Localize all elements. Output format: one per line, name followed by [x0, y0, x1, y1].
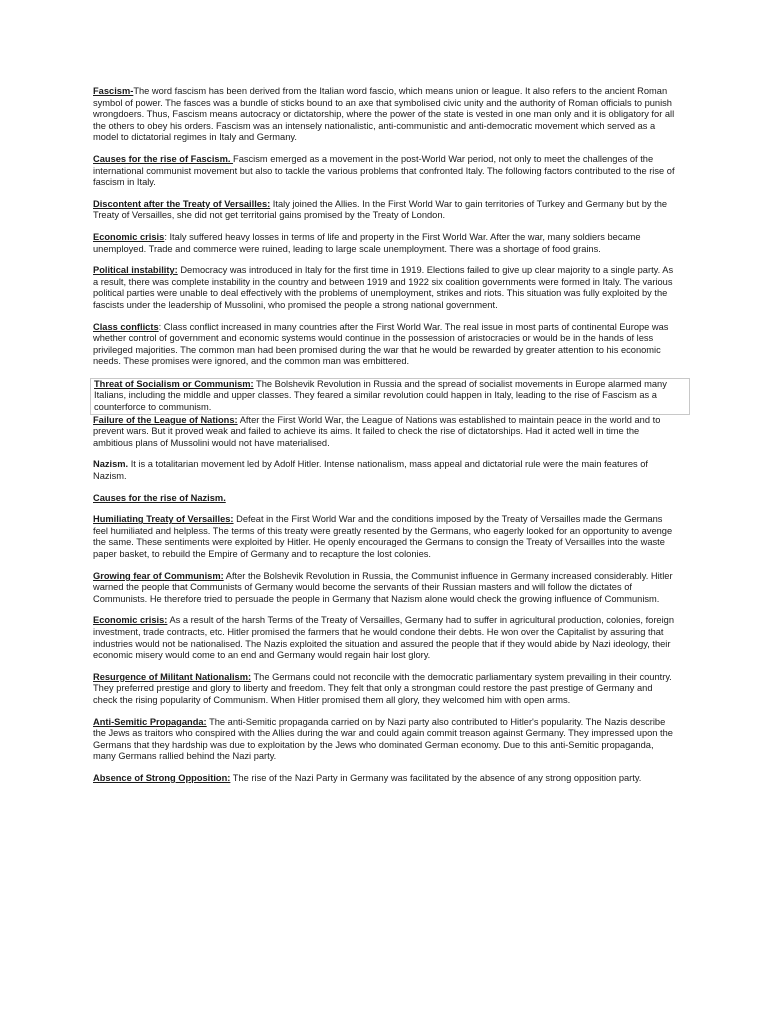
heading-class-conflicts: Class conflicts [93, 321, 159, 332]
heading-nazism: Nazism. [93, 459, 129, 470]
heading-fear-communism: Growing fear of Communism: [93, 570, 224, 581]
text-humiliating-treaty: Defeat in the First World War and the conditions imposed by the Treaty of Versailles made the Germans feel humiliated and helpless. The terms of this treaty were greatly resented by the Germans, who eagerly looked for an opportunity to avenge the same. These sentiments were exploited by Hitler. He openly encouraged the Germans to consign the Treaty of Versailles into the waste paper basket, to rebuild the Empire of Germany and to recapture the lost colonies. [93, 514, 673, 559]
paragraph-threat-socialism [90, 378, 690, 415]
paragraph-nazism [93, 459, 676, 482]
paragraph-causes-nazism [93, 493, 676, 505]
text-militant-nationalism: The Germans could not reconcile with the democratic parliamentary system prevailing in their country. They preferred prestige and glory to liberty and freedom. They felt that only a strongman could restore the past prestige of Germany and check the rising popularity of Communism. When Hitler promised them all glory, they welcomed him with open arms. [93, 671, 672, 705]
paragraph-causes-fascism [93, 154, 676, 189]
paragraph-fear-communism [93, 571, 676, 606]
heading-militant-nationalism: Resurgence of Militant Nationalism: [93, 671, 252, 682]
heading-humiliating-treaty: Humiliating Treaty of Versailles: [93, 514, 234, 525]
heading-league-failure: Failure of the League of Nations: [93, 414, 238, 425]
text-causes-fascism: Fascism emerged as a movement in the post-World War period, not only to meet the challenges of the international communist movement but also to tackle the various problems that confronted Italy. The following factors contributed to the rise of fascism in Italy. [93, 153, 675, 188]
paragraph-political-instability [93, 265, 676, 311]
heading-causes-fascism: Causes for the rise of Fascism. [93, 153, 234, 164]
text-class-conflicts: : Class conflict increased in many countries after the First World War. The real issue in most parts of continental Europe was whether control of government and economic systems would continue in the possession of aristocracies or would be in the hands of less privileged majorities. The common man had been promised during the war that he would be rewarded by greater attention to his economic needs. These promises were ignored, and the common man was embittered. [93, 321, 669, 367]
text-economic-crisis-germany: As a result of the harsh Terms of the Treaty of Versailles, Germany had to suffer in agricultural production, colonies, foreign investment, trade contracts, etc. Hitler promised the farmers that he would condone their debts. He won over the Capitalist by assuring that industries would not be nationalised. The Nazis exploited the situation and assured the people that if they would abide by Nazi ideology, their economic misery would come to an end and Germany would regain hair lost glory. [93, 615, 675, 661]
paragraph-militant-nationalism [93, 672, 676, 707]
text-political-instability: Democracy was introduced in Italy for the first time in 1919. Elections failed to give up clear majority to a single party. As a result, there was complete instability in the country and between 1919 and 1922 six coalition governments were formed in Italy. The various political parties were unable to deal effectively with the problems of unemployment, strikes and riots. This situation was fully exploited by the fascists under the leadership of Mussolini, who promised the people a strong national government. [93, 265, 674, 310]
text-economic-crisis-italy: : Italy suffered heavy losses in terms of life and property in the First World War. After the war, many soldiers became unemployed. Trade and commerce were ruined, leading to large scale unemployment. There was a shortage of food grains. [93, 231, 641, 254]
text-threat-socialism: The Bolshevik Revolution in Russia and the spread of socialist movements in Europe alarmed many Italians, including the middle and upper classes. They feared a similar revolution could happen in Italy, leading to the rise of Fascism as a counterforce to communism. [94, 378, 667, 413]
paragraph-economic-crisis-italy [93, 232, 676, 255]
text-anti-semitic: The anti-Semitic propaganda carried on by Nazi party also contributed to Hitler's popularity. The Nazis describe the Jews as traitors who conspired with the Allies during the war and could again commit treason against Germany. They impressed upon the Germans that they hardship was due to exploitation by the Jews who dominated German economy. Due to this anti-Semitic propaganda, many Germans rallied behind the Nazi party. [93, 716, 673, 762]
heading-absence-opposition: Absence of Strong Opposition: [93, 772, 231, 783]
text-fear-communism: After the Bolshevik Revolution in Russia, the Communist influence in Germany increased considerably. Hitler warned the people that Communists of Germany would become the servants of their Russian masters and will follow the dictates of Communists. He therefore tried to persuade the people in Germany that Nazism alone would check the growing influence of Communism. [93, 570, 673, 604]
heading-threat-socialism: Threat of Socialism or Communism: [94, 378, 254, 389]
paragraph-league-failure [93, 415, 676, 450]
text-discontent-versailles: Italy joined the Allies. In the First World War to gain territories of Turkey and Germany but by the Treaty of Versailles, she did not get territorial gains promised by the Treaty of London. [93, 198, 668, 221]
text-fascism: The word fascism has been derived from the Italian word fascio, which means union or league. It also refers to the ancient Roman symbol of power. The fasces was a bundle of sticks bound to an axe that symbolised civic unity and the authority of Roman officials to punish wrongdoers. Thus, Fascism means autocracy or dictatorship, where the power of the state is vested in one man only and it is obligatory for all the others to obey his orders. Fascism was an intensely nationalistic, anti-communistic and anti-democratic movement which served as a model to dictatorial regimes in Italy and Germany. [93, 86, 675, 143]
paragraph-anti-semitic [93, 717, 676, 763]
heading-economic-crisis-italy: Economic crisis [93, 231, 165, 242]
heading-anti-semitic: Anti-Semitic Propaganda: [93, 716, 207, 727]
text-league-failure: After the First World War, the League of Nations was established to maintain peace in the world and to prevent wars. But it proved weak and failed to achieve its aims. It failed to check the rise of dictatorships. Had it acted well in time the ambitious plans of Mussolini would not have materialised. [93, 414, 661, 448]
heading-political-instability: Political instability: [93, 265, 178, 276]
paragraph-absence-opposition [93, 773, 676, 785]
text-absence-opposition: The rise of the Nazi Party in Germany was facilitated by the absence of any strong opposition party. [230, 772, 642, 783]
heading-fascism: Fascism- [93, 86, 134, 96]
heading-discontent-versailles: Discontent after the Treaty of Versailles: [93, 198, 271, 209]
paragraph-economic-crisis-germany [93, 615, 676, 661]
heading-economic-crisis-germany: Economic crisis: [93, 615, 168, 626]
text-nazism: It is a totalitarian movement led by Adolf Hitler. Intense nationalism, mass appeal and dictatorial rule were the main features of Nazism. [93, 459, 649, 482]
paragraph-fascism [93, 86, 676, 144]
paragraph-humiliating-treaty [93, 514, 676, 560]
paragraph-class-conflicts [93, 322, 676, 368]
heading-causes-nazism: Causes for the rise of Nazism. [93, 492, 226, 503]
paragraph-discontent-versailles [93, 199, 676, 222]
